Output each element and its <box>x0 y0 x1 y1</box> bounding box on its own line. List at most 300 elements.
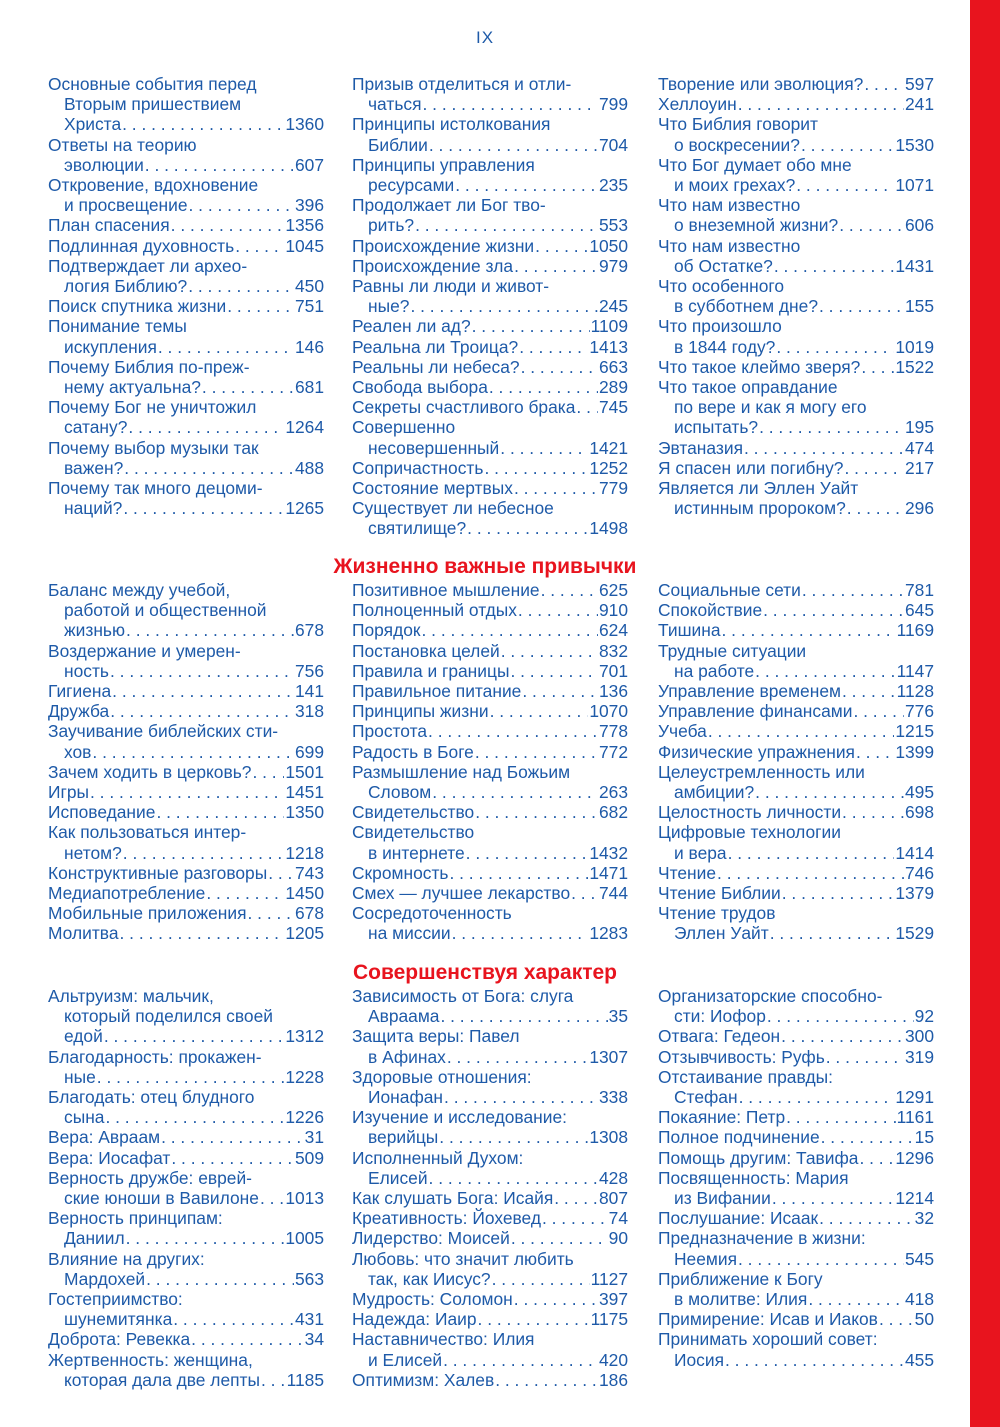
entry-line <box>352 721 628 741</box>
index-entry <box>658 580 934 600</box>
entry-page-number: 90 <box>608 1228 628 1249</box>
entry-page-number: 1350 <box>285 802 324 823</box>
dot-leader <box>428 721 598 741</box>
entry-line <box>352 1350 628 1370</box>
dot-leader <box>554 1188 598 1208</box>
index-entry <box>658 641 934 681</box>
dot-leader <box>541 580 598 600</box>
index-entry <box>48 883 324 903</box>
index-entry <box>48 1127 324 1147</box>
dot-leader <box>495 1370 598 1390</box>
dot-leader <box>767 1006 914 1026</box>
index-entry <box>658 438 934 458</box>
entry-title: Молитва <box>48 923 119 944</box>
dot-leader <box>781 1026 904 1046</box>
column-2 <box>352 986 628 1390</box>
dot-leader <box>853 701 904 721</box>
entry-page-number: 1128 <box>896 681 934 702</box>
index-entry <box>352 114 628 154</box>
index-entry <box>48 903 324 923</box>
entry-title: сти: Иофор <box>674 1006 766 1027</box>
entry-page-number: 289 <box>598 377 628 398</box>
entry-page-number: 1147 <box>896 660 934 681</box>
entry-line <box>48 114 324 134</box>
entry-title: ские юноши в Вавилоне <box>64 1188 259 1209</box>
entry-title: Как слушать Бога: Исайя <box>352 1188 554 1209</box>
entry-title: Баланс между учебой, <box>48 580 231 600</box>
entry-title: Сосредоточенность <box>352 903 512 924</box>
entry-line <box>352 458 628 478</box>
entry-page-number: 624 <box>598 620 628 641</box>
dot-leader <box>728 843 895 863</box>
entry-page-number: 1414 <box>895 842 934 863</box>
index-entry <box>658 620 934 640</box>
entry-page-number: 545 <box>904 1248 934 1269</box>
entry-title: Конструктивные разговоры <box>48 862 268 883</box>
entry-title: Примирение: Исав и Иаков <box>658 1309 878 1330</box>
entry-title: чаться <box>368 94 422 115</box>
entry-title: Отвага: Гедеон <box>658 1026 781 1047</box>
entry-title: Смех — лучшее лекарство <box>352 883 571 904</box>
index-entry <box>658 721 934 741</box>
entry-line <box>658 1067 934 1087</box>
entry-title: Библии <box>368 134 428 155</box>
entry-title: Секреты счастливого брака <box>352 397 576 418</box>
entry-page-number: 751 <box>294 296 324 317</box>
entry-title: и Елисей <box>368 1349 443 1370</box>
dot-leader <box>92 742 294 762</box>
entry-title: Полное подчинение <box>658 1127 820 1148</box>
entry-line <box>48 316 324 336</box>
entry-page-number: 397 <box>598 1289 628 1310</box>
index-entry <box>352 620 628 640</box>
entry-line <box>352 1249 628 1269</box>
entry-line <box>48 721 324 741</box>
entry-title: Сопричастность <box>352 457 484 478</box>
entry-title: по вере и как я могу его <box>674 397 867 418</box>
entry-title: Почему выбор музыки так <box>48 437 259 458</box>
dot-leader <box>188 276 294 296</box>
entry-title: Что Бог думает обо мне <box>658 154 852 175</box>
dot-leader <box>776 337 894 357</box>
entry-page-number: 663 <box>598 356 628 377</box>
entry-line <box>658 1350 934 1370</box>
index-entry <box>48 74 324 135</box>
entry-line <box>352 1309 628 1329</box>
index-entry <box>352 600 628 620</box>
index-entry <box>352 357 628 377</box>
index-entry <box>658 863 934 883</box>
entry-page-number: 1205 <box>285 923 324 944</box>
entry-title: Как пользоваться интер- <box>48 822 247 843</box>
entry-title: Помощь другим: Тавифа <box>658 1147 859 1168</box>
entry-page-number: 31 <box>304 1127 324 1148</box>
dot-leader <box>472 316 590 336</box>
index-entry <box>658 1309 934 1329</box>
section-title-habits: Жизненно важные привычки <box>333 555 637 578</box>
entry-title: Творение или эволюция? <box>658 74 864 94</box>
dot-leader <box>145 155 294 175</box>
entry-line <box>48 1168 324 1188</box>
entry-title: Ответы на теорию <box>48 134 197 155</box>
dot-leader <box>514 256 598 276</box>
entry-title: Свобода выбора <box>352 377 488 398</box>
entry-page-number: 235 <box>598 175 628 196</box>
dot-leader <box>122 114 284 134</box>
entry-title: Целостность личности <box>658 802 842 823</box>
entry-line <box>352 1370 628 1390</box>
entry-line <box>352 74 628 94</box>
entry-line <box>352 681 628 701</box>
section-columns <box>48 986 938 1406</box>
index-entry <box>352 762 628 802</box>
entry-line <box>658 721 934 741</box>
dot-leader <box>128 417 284 437</box>
entry-title: Влияние на других: <box>48 1248 205 1269</box>
entry-page-number: 807 <box>598 1188 628 1209</box>
dot-leader <box>772 1188 894 1208</box>
entry-line <box>658 1269 934 1289</box>
entry-title: работой и общественной <box>64 600 267 621</box>
dot-leader <box>191 1329 303 1349</box>
dot-leader <box>489 377 598 397</box>
entry-line <box>658 1289 934 1309</box>
dot-leader <box>738 94 904 114</box>
entry-line <box>352 600 628 620</box>
section-character <box>48 986 938 1406</box>
dot-leader <box>708 721 894 741</box>
entry-page-number: 141 <box>294 681 324 702</box>
dot-leader <box>819 1208 914 1228</box>
index-entry <box>48 822 324 862</box>
entry-line <box>352 155 628 175</box>
entry-title: Понимание темы <box>48 316 187 337</box>
dot-leader <box>864 74 904 94</box>
entry-title: Зависимость от Бога: слуга <box>352 986 574 1006</box>
dot-leader <box>429 1168 598 1188</box>
entry-line <box>48 1309 324 1329</box>
index-entry <box>352 721 628 741</box>
entry-page-number: 34 <box>304 1329 324 1350</box>
index-entry <box>352 417 628 457</box>
entry-line <box>48 397 324 417</box>
entry-page-number: 1529 <box>895 923 934 944</box>
entry-line <box>48 256 324 276</box>
index-entry <box>658 701 934 721</box>
dot-leader <box>725 1350 904 1370</box>
entry-title: амбиции? <box>674 782 755 803</box>
dot-leader <box>105 1107 284 1127</box>
dot-leader <box>455 175 598 195</box>
entry-line <box>352 1087 628 1107</box>
entry-page-number: 745 <box>598 397 628 418</box>
index-entry <box>658 478 934 518</box>
index-entry <box>352 195 628 235</box>
entry-line <box>352 296 628 316</box>
entry-title: Я спасен или погибну? <box>658 457 844 478</box>
entry-title: Заучивание библейских сти- <box>48 721 279 742</box>
entry-title: Чтение Библии <box>658 883 781 904</box>
dot-leader <box>444 1087 598 1107</box>
index-entry <box>658 357 934 377</box>
index-entry <box>48 215 324 235</box>
entry-line <box>48 1208 324 1228</box>
entry-page-number: 1228 <box>285 1066 324 1087</box>
entry-line <box>352 1006 628 1026</box>
dot-leader <box>227 296 294 316</box>
entry-title: Происхождение зла <box>352 255 514 276</box>
section-habits <box>48 580 938 950</box>
entry-line <box>352 1127 628 1147</box>
entry-line <box>352 94 628 114</box>
dot-leader <box>490 701 589 721</box>
dot-leader <box>104 1026 284 1046</box>
column-1 <box>48 580 324 944</box>
entry-line <box>658 377 934 397</box>
entry-title: Гигиена <box>48 681 112 702</box>
index-entry <box>658 1208 934 1228</box>
entry-line <box>48 236 324 256</box>
entry-line <box>48 94 324 114</box>
index-entry <box>658 1127 934 1147</box>
entry-line <box>658 94 934 114</box>
entry-page-number: 488 <box>294 457 324 478</box>
entry-line <box>352 478 628 498</box>
entry-title: Происхождение жизни <box>352 235 535 256</box>
entry-line <box>658 498 934 518</box>
entry-title: Что нам известно <box>658 235 801 256</box>
dot-leader <box>514 478 598 498</box>
entry-line <box>48 377 324 397</box>
index-entry <box>658 802 934 822</box>
index-entry <box>48 1249 324 1289</box>
entry-line <box>352 1168 628 1188</box>
entry-line <box>658 1228 934 1248</box>
dot-leader <box>415 215 598 235</box>
entry-page-number: 431 <box>294 1309 324 1330</box>
entry-page-number: 678 <box>294 620 324 641</box>
dot-leader <box>202 377 294 397</box>
index-entry <box>658 377 934 438</box>
index-entry <box>48 782 324 802</box>
dot-leader <box>467 518 588 538</box>
entry-title: Изучение и исследование: <box>352 1107 567 1128</box>
entry-page-number: 1264 <box>285 417 324 438</box>
entry-line <box>658 417 934 437</box>
index-entry <box>352 1370 628 1390</box>
entry-title: о воскресении? <box>674 134 800 155</box>
entry-title: Свидетельство <box>352 802 475 823</box>
index-entry <box>48 1168 324 1208</box>
entry-line <box>658 863 934 883</box>
index-entry <box>658 1148 934 1168</box>
entry-page-number: 1431 <box>895 255 934 276</box>
entry-title: Жертвенность: женщина, <box>48 1349 253 1370</box>
entry-line <box>48 883 324 903</box>
entry-page-number: 1005 <box>285 1228 324 1249</box>
entry-title: Реальна ли Троица? <box>352 336 519 357</box>
entry-line <box>48 802 324 822</box>
index-entry <box>352 1228 628 1248</box>
entry-title: Дружба <box>48 701 110 722</box>
entry-line <box>352 802 628 822</box>
index-entry <box>48 397 324 437</box>
entry-title: Правила и границы <box>352 660 510 681</box>
entry-line <box>352 762 628 782</box>
index-entry <box>352 256 628 276</box>
index-entry <box>352 986 628 1026</box>
entry-line <box>48 478 324 498</box>
entry-line <box>352 1188 628 1208</box>
dot-leader <box>826 1047 904 1067</box>
index-entry <box>48 1148 324 1168</box>
entry-title: Предназначение в жизни: <box>658 1228 866 1249</box>
entry-title: Что нам известно <box>658 195 801 216</box>
entry-page-number: 563 <box>294 1268 324 1289</box>
entry-line <box>48 1047 324 1067</box>
entry-page-number: 296 <box>904 498 934 519</box>
dot-leader <box>410 296 598 316</box>
entry-line <box>352 518 628 538</box>
entry-line <box>658 478 934 498</box>
entry-page-number: 155 <box>904 296 934 317</box>
entry-line <box>658 316 934 336</box>
entry-page-number: 1185 <box>286 1369 324 1390</box>
entry-title: который поделился своей <box>64 1006 273 1027</box>
dot-leader <box>123 498 284 518</box>
entry-line <box>48 1350 324 1370</box>
dot-leader <box>802 580 904 600</box>
index-entry <box>352 701 628 721</box>
entry-line <box>48 74 324 94</box>
dot-leader <box>514 1289 598 1309</box>
index-entry <box>352 1208 628 1228</box>
entry-page-number: 1360 <box>285 114 324 135</box>
entry-page-number: 319 <box>904 1046 934 1067</box>
entry-line <box>658 215 934 235</box>
entry-title: Посвященность: Мария <box>658 1167 849 1188</box>
entry-line <box>352 256 628 276</box>
entry-title: Существует ли небесное <box>352 498 554 519</box>
index-entry <box>658 276 934 316</box>
entry-line <box>658 1148 934 1168</box>
entry-line <box>352 417 628 437</box>
index-entry <box>48 1087 324 1127</box>
entry-title: Гостеприимство: <box>48 1289 183 1310</box>
entry-title: Равны ли люди и живот- <box>352 276 550 297</box>
entry-line <box>352 397 628 417</box>
entry-title: сына <box>64 1107 105 1128</box>
entry-line <box>658 276 934 296</box>
entry-line <box>48 1269 324 1289</box>
entry-title: Приближение к Богу <box>658 1268 823 1289</box>
entry-line <box>352 1228 628 1248</box>
entry-line <box>658 1249 934 1269</box>
entry-title: несовершенный <box>368 437 500 458</box>
entry-line <box>658 357 934 377</box>
entry-line <box>48 1148 324 1168</box>
entry-line <box>352 1269 628 1289</box>
entry-page-number: 1070 <box>589 701 628 722</box>
entry-line <box>48 276 324 296</box>
index-entry <box>48 357 324 397</box>
entry-title: Даниил <box>64 1228 125 1249</box>
entry-title: Тишина <box>658 620 721 641</box>
entry-title: Авраама <box>368 1006 440 1027</box>
entry-title: Управление финансами <box>658 701 853 722</box>
entry-title: Мобильные приложения <box>48 903 247 924</box>
index-entry <box>352 74 628 114</box>
entry-title: Принимать хороший совет: <box>658 1329 878 1350</box>
entry-line <box>658 74 934 94</box>
entry-line <box>352 620 628 640</box>
index-entry <box>352 822 628 862</box>
entry-title: Управление временем <box>658 681 841 702</box>
entry-page-number: 832 <box>598 640 628 661</box>
entry-title: ность <box>64 660 109 681</box>
dot-leader <box>759 417 904 437</box>
entry-page-number: 701 <box>598 660 628 681</box>
entry-title: Трудные ситуации <box>658 640 807 661</box>
index-entry <box>352 397 628 417</box>
entry-title: Мардохей <box>64 1268 146 1289</box>
dot-leader <box>206 883 284 903</box>
entry-page-number: 245 <box>598 296 628 317</box>
entry-title: Почему так много децоми- <box>48 478 263 499</box>
entry-line <box>352 377 628 397</box>
entry-title: Цифровые технологии <box>658 822 841 843</box>
dot-leader <box>156 802 284 822</box>
entry-line <box>48 1249 324 1269</box>
entry-title: Основные события перед <box>48 74 257 94</box>
entry-page-number: 195 <box>904 417 934 438</box>
entry-page-number: 744 <box>598 883 628 904</box>
entry-page-number: 186 <box>598 1369 628 1390</box>
entry-line <box>48 195 324 215</box>
index-entry <box>658 1067 934 1107</box>
entry-page-number: 756 <box>294 660 324 681</box>
entry-title: из Вифании <box>674 1188 771 1209</box>
entry-line <box>48 135 324 155</box>
entry-page-number: 35 <box>608 1006 628 1027</box>
entry-page-number: 699 <box>294 741 324 762</box>
entry-line <box>352 438 628 458</box>
entry-title: Благодать: отец блудного <box>48 1087 255 1108</box>
entry-title: Исполненный Духом: <box>352 1147 524 1168</box>
entry-title: шунемитянка <box>64 1309 173 1330</box>
entry-page-number: 1215 <box>895 721 934 742</box>
entry-line <box>48 863 324 883</box>
entry-line <box>352 1148 628 1168</box>
entry-page-number: 50 <box>914 1309 934 1330</box>
entry-page-number: 420 <box>598 1349 628 1370</box>
dot-leader <box>475 742 598 762</box>
index-entry <box>48 316 324 356</box>
column-1 <box>48 986 324 1390</box>
entry-line <box>48 782 324 802</box>
entry-page-number: 1109 <box>590 316 628 337</box>
index-entry <box>48 923 324 943</box>
dot-leader <box>440 1006 607 1026</box>
entry-page-number: 455 <box>904 1349 934 1370</box>
entry-page-number: 1071 <box>895 175 934 196</box>
entry-line <box>48 1329 324 1349</box>
dot-leader <box>519 337 588 357</box>
entry-line <box>352 316 628 336</box>
entry-page-number: 1218 <box>285 842 324 863</box>
dot-leader <box>110 701 294 721</box>
dot-leader <box>475 802 598 822</box>
